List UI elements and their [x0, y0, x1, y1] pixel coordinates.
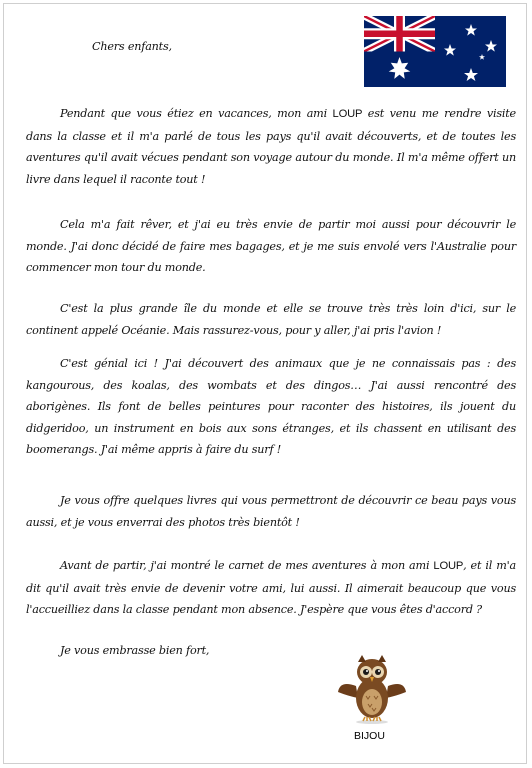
paragraph-6	[26, 555, 516, 621]
paragraph-4	[26, 353, 516, 461]
paragraph-6-part-2: , et il m'a dit qu'il avait très envie de devenir votre ami, lui aussi. Il aimerait beaucoup que vous l'accueilliez dans la classe pendant mon absence. J'espère que vous êtes d'accord ?	[26, 559, 516, 616]
closing-line	[26, 640, 516, 662]
paragraph-3	[26, 298, 516, 341]
closing-text: Je vous embrasse bien fort,	[60, 644, 210, 657]
paragraph-2-text: Cela m'a fait rêver, et j'ai eu très envie de partir moi aussi pour découvrir le monde. J'ai donc décidé de faire mes bagages, et je me suis envolé vers l'Australie pour commencer mon tour du monde.	[26, 218, 516, 274]
paragraph-1	[26, 103, 516, 190]
loup-name: LOUP	[433, 560, 464, 572]
paragraph-2	[26, 214, 516, 279]
paragraph-3-text: C'est la plus grande île du monde et elle se trouve très très loin d'ici, sur le continent appelé Océanie. Mais rassurez-vous, pour y aller, j'ai pris l'avion !	[26, 302, 516, 337]
union-jack	[364, 16, 435, 52]
paragraph-6-part-1: Avant de partir, j'ai montré le carnet de mes aventures à mon ami	[60, 559, 434, 572]
paragraph-5	[26, 490, 516, 533]
paragraph-4-text: C'est génial ici ! J'ai découvert des animaux que je ne connaissais pas : des kangourous, des koalas, des wombats et des dingos… J'ai aussi rencontré des aborigènes. Ils font de belles peintures pour raconter des histoires, ils jouent du didgeridoo, un instrument en bois aux sons étranges, et ils chassent en utilisant des boomerangs. J'ai même appris à faire du surf !	[26, 357, 516, 456]
owl-icon	[336, 652, 408, 724]
paragraph-1-part-1: Pendant que vous étiez en vacances, mon ami	[60, 107, 333, 120]
paragraph-1-part-2: est venu me rendre visite dans la classe et il m'a parlé de tous les pays qu'il avait découverts, et de toutes les aventures qu'il avait vécues pendant son voyage autour du monde. Il m'a même offert un livre dans lequel il raconte tout !	[26, 107, 516, 186]
australia-flag	[364, 16, 506, 87]
signature: BIJOU	[354, 730, 385, 742]
loup-name: LOUP	[332, 108, 363, 120]
salutation: Chers enfants,	[92, 40, 172, 53]
paragraph-5-text: Je vous offre quelques livres qui vous permettront de découvrir ce beau pays vous aussi, et je vous enverrai des photos très bientôt !	[26, 494, 516, 529]
